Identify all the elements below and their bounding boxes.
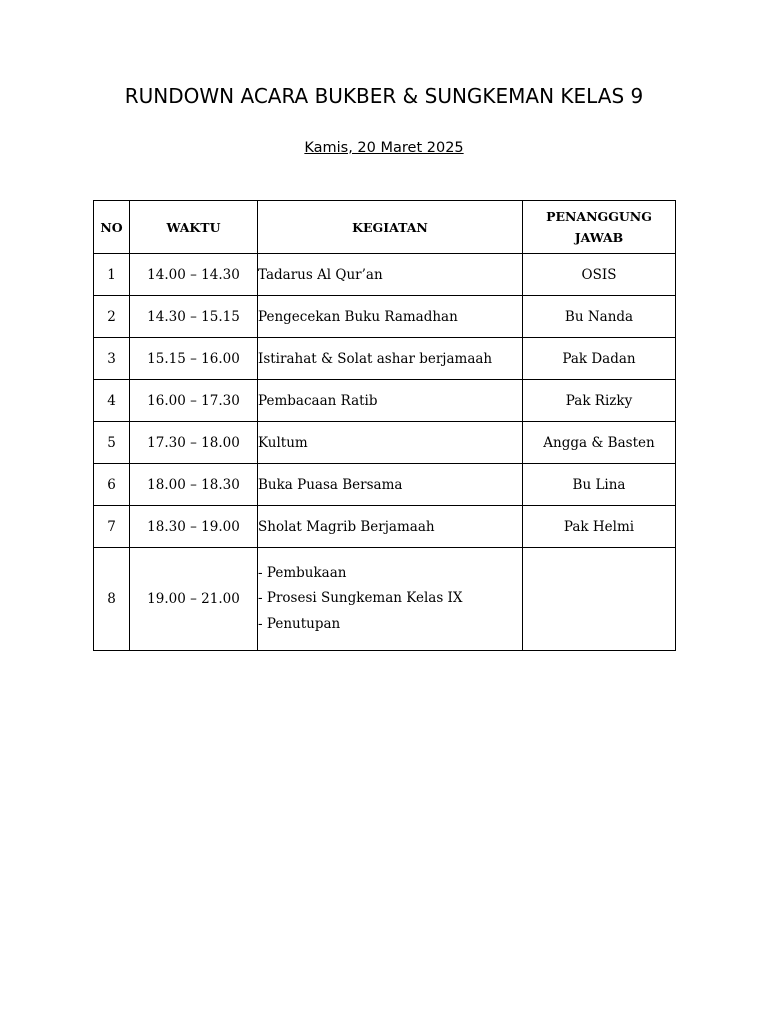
table-row	[94, 464, 676, 506]
table-row	[94, 548, 676, 651]
row-activity	[258, 548, 523, 651]
row-time: 14.30 – 15.15	[130, 296, 258, 338]
row-pic: OSIS	[523, 254, 676, 296]
table-row	[94, 296, 676, 338]
row-activity: Buka Puasa Bersama	[258, 464, 523, 506]
row-no: 2	[94, 296, 130, 338]
rundown-table	[93, 200, 676, 651]
row-pic: Pak Dadan	[523, 338, 676, 380]
row-pic: Bu Nanda	[523, 296, 676, 338]
event-date	[0, 140, 768, 156]
row-activity: Pengecekan Buku Ramadhan	[258, 296, 523, 338]
activity-list	[258, 561, 522, 638]
activity-item: - Prosesi Sungkeman Kelas IX	[258, 586, 522, 612]
table-row	[94, 254, 676, 296]
row-pic: Angga & Basten	[523, 422, 676, 464]
row-no: 6	[94, 464, 130, 506]
row-pic: Pak Helmi	[523, 506, 676, 548]
row-no: 4	[94, 380, 130, 422]
header-time: WAKTU	[130, 201, 258, 254]
header-no: NO	[94, 201, 130, 254]
row-time: 15.15 – 16.00	[130, 338, 258, 380]
row-no: 3	[94, 338, 130, 380]
row-activity: Pembacaan Ratib	[258, 380, 523, 422]
row-time: 14.00 – 14.30	[130, 254, 258, 296]
row-pic: Pak Rizky	[523, 380, 676, 422]
header-pic-line2: JAWAB	[574, 230, 624, 245]
row-time: 17.30 – 18.00	[130, 422, 258, 464]
row-time: 18.30 – 19.00	[130, 506, 258, 548]
row-pic	[523, 548, 676, 651]
row-activity: Istirahat & Solat ashar berjamaah	[258, 338, 523, 380]
table-header-row	[94, 201, 676, 254]
row-pic: Bu Lina	[523, 464, 676, 506]
table-row	[94, 380, 676, 422]
activity-item: - Penutupan	[258, 612, 522, 638]
header-activity: KEGIATAN	[258, 201, 523, 254]
event-date-text: Kamis, 20 Maret 2025	[304, 140, 464, 156]
table-row	[94, 422, 676, 464]
activity-item: - Pembukaan	[258, 561, 522, 587]
row-no: 5	[94, 422, 130, 464]
header-pic	[523, 201, 676, 254]
row-no: 7	[94, 506, 130, 548]
table-row	[94, 506, 676, 548]
row-time: 16.00 – 17.30	[130, 380, 258, 422]
row-activity: Sholat Magrib Berjamaah	[258, 506, 523, 548]
row-time: 19.00 – 21.00	[130, 548, 258, 651]
row-time: 18.00 – 18.30	[130, 464, 258, 506]
row-no: 8	[94, 548, 130, 651]
row-activity: Kultum	[258, 422, 523, 464]
row-activity: Tadarus Al Qur’an	[258, 254, 523, 296]
row-no: 1	[94, 254, 130, 296]
document-title: RUNDOWN ACARA BUKBER & SUNGKEMAN KELAS 9	[124, 84, 644, 108]
header-pic-line1: PENANGGUNG	[546, 209, 652, 224]
table-row	[94, 338, 676, 380]
